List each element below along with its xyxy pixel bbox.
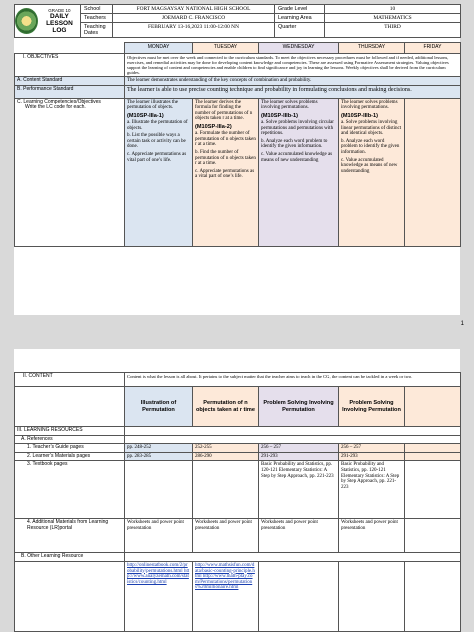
competency-item: b. Analyze each word problem to identify the given information. xyxy=(261,138,328,150)
lc-code: (M10SP-IIIa-2) xyxy=(195,123,232,130)
competency-wednesday xyxy=(259,98,339,246)
teachers-guide-label: 1. Teacher’s Guide pages xyxy=(15,444,125,453)
tb-thursday: Basic Probability and Statistics, pp. 120-121 Elementary Statistics: A Step by Step Approach, pp. 221-223 xyxy=(339,461,405,519)
am-monday: Worksheets and power point presentation xyxy=(125,519,193,553)
school-value: FORT MAGSAYSAY NATIONAL HIGH SCHOOL xyxy=(113,5,275,14)
quarter-value: THIRD xyxy=(325,23,461,38)
am-thursday: Worksheets and power point presentation xyxy=(339,519,405,553)
content-note: Content is what the lesson is all about. It pertains to the subject matter that the teacher aims to teach in the CG, the content can be tackled in a week or two. xyxy=(125,373,461,387)
grade-level-label: Grade Level xyxy=(275,5,325,14)
grade-label: GRADE 10 xyxy=(48,7,71,13)
resource-link-monday[interactable]: http://onlinestatbook.com/2/probability/permutations.html http://www.analyzemath.com/statistics/counting.html xyxy=(127,562,190,585)
am-tuesday: Worksheets and power point presentation xyxy=(193,519,259,553)
content-resources-table xyxy=(14,372,461,632)
competency-intro: The learner illustrates the permutation of objects. xyxy=(127,99,178,111)
lm-tuesday: 286-290 xyxy=(193,452,259,461)
lm-wednesday: 291-293 xyxy=(259,452,339,461)
learning-resources-label: III. LEARNING RESOURCES xyxy=(15,427,125,436)
resource-link-tuesday[interactable]: http://www.mathsisfun.com/data/basic-counting-principle.html http://www.math-play.com/Permutations/permutations%20millionaire.html xyxy=(195,562,255,591)
competency-friday xyxy=(405,98,461,246)
lesson-log-page-2 xyxy=(14,349,460,632)
references-label: A. References xyxy=(15,435,125,444)
competency-item: b. List the possible ways a certain task or activity can be done. xyxy=(127,133,186,150)
competency-item: a. Illustrate the permutation of objects. xyxy=(127,119,188,131)
objectives-text: Objectives must be met over the week and connected to the curriculum standards. To meet the objectives necessary procedures must be followed and if needed, additional lessons, exercises, and remedial activities may be done for developing content knowledge and competencies. These are assessed using Formative Assessment strategies. Valuing objectives support the learning of content and competencies and enable children to find significance and joy in learning the lessons. Weekly objectives shall be derived from the curriculum guides. xyxy=(125,53,461,76)
content-title-wednesday: Problem Solving Involving Permutation xyxy=(259,387,339,427)
page-number: 1 xyxy=(460,321,464,327)
content-title-tuesday: Permutation of n objects taken at r time xyxy=(193,387,259,427)
objectives-table xyxy=(14,42,461,246)
competency-tuesday xyxy=(193,98,259,246)
competency-item: c. Appreciate permutations as vital part of one’s life. xyxy=(127,151,187,163)
competencies-label: C. Learning Competencies/Objectives xyxy=(17,98,101,105)
quarter-label: Quarter xyxy=(275,23,325,38)
grade-level-value: 10 xyxy=(325,5,461,14)
competency-item: a. Solve problems involving linear permutations of distinct and identical objects. xyxy=(341,119,402,137)
content-title-monday: Illustration of Permutation xyxy=(125,387,193,427)
competency-intro: The learner solves problems involving permutations. xyxy=(341,99,398,111)
day-friday: FRIDAY xyxy=(405,43,461,54)
lm-monday: pp. 283-285 xyxy=(125,452,193,461)
header-table xyxy=(14,4,461,38)
tb-monday xyxy=(125,461,193,519)
competencies-sublabel: Write the LC code for each. xyxy=(25,104,86,111)
tg-wednesday: 256 – 257 xyxy=(259,444,339,453)
textbook-label: 3. Textbook pages xyxy=(15,461,125,519)
lesson-log-page-1 xyxy=(14,4,460,315)
content-standard-label: A. Content Standard xyxy=(15,76,125,85)
competency-item: a. Solve problems involving circular permutations and permutations with repetitions. xyxy=(261,119,334,137)
performance-standard-label: B. Performance Standard xyxy=(15,85,125,98)
tb-wednesday: Basic Probability and Statistics, pp. 120-121 Elementary Statistics: A Step by Step Approach, pp. 221-223 xyxy=(259,461,339,519)
competency-item: c. Value accumulated knowledge as means of new understanding xyxy=(261,151,333,163)
content-title-thursday: Problem Solving Involving Permutation xyxy=(339,387,405,427)
dll-title-line1: DAILY LESSON xyxy=(46,12,73,27)
learning-area-value: MATHEMATICS xyxy=(325,14,461,23)
day-wednesday: WEDNESDAY xyxy=(259,43,339,54)
performance-standard-text: The learner is able to use precise counting technique and probability in formulating conclusions and making decisions. xyxy=(125,85,461,98)
lc-code: (M10SP-IIIb-1) xyxy=(341,112,378,119)
competencies-label-cell xyxy=(15,98,125,246)
learning-area-label: Learning Area xyxy=(275,14,325,23)
tg-monday: pp. 248-252 xyxy=(125,444,193,453)
tg-thursday: 256 – 257 xyxy=(339,444,405,453)
dll-title-line2: LOG xyxy=(52,27,67,35)
content-label: II. CONTENT xyxy=(15,373,125,387)
tb-tuesday xyxy=(193,461,259,519)
logo-cell xyxy=(15,5,81,38)
competency-item: a. Formulate the number of permutation of n objects taken r at a time. xyxy=(195,131,256,148)
objectives-label: I. OBJECTIVES xyxy=(15,53,125,76)
competency-monday xyxy=(125,98,193,246)
competency-item: b. Find the number of permutation of n objects taken r at a time. xyxy=(195,149,256,167)
competency-item: c. Value accumulated knowledge as means of new understanding xyxy=(341,157,398,174)
lc-code: (M10SP-IIIa-1) xyxy=(127,112,164,119)
additional-materials-label: 4. Additional Materials from Learning Resource (LR)portal xyxy=(15,519,125,553)
competency-intro: The learner derives the formula for finding the number of permutations of n objects taken r at a time. xyxy=(195,99,253,122)
competency-item: c. Appreciate permutations as a vital part of one’s life. xyxy=(195,168,255,180)
competency-intro: The learner solves problems involving permutations. xyxy=(261,99,318,111)
competency-item: b. Analyze each word problem to identify the given information. xyxy=(341,138,400,155)
day-tuesday: TUESDAY xyxy=(193,43,259,54)
teaching-dates-value: FEBRUARY 13-16,2023 11:00-12:00 NN xyxy=(113,23,275,38)
lc-code: (M10SP-IIIb-1) xyxy=(261,112,298,119)
competency-thursday xyxy=(339,98,405,246)
tg-tuesday: 252-255 xyxy=(193,444,259,453)
lm-thursday: 291-293 xyxy=(339,452,405,461)
deped-seal-icon xyxy=(15,8,38,34)
am-wednesday: Worksheets and power point presentation xyxy=(259,519,339,553)
content-standard-text: The learner demonstrates understanding of the key concepts of combination and probability. xyxy=(125,76,461,85)
teaching-dates-label: Teaching Dates xyxy=(81,23,113,38)
teachers-label: Teachers xyxy=(81,14,113,23)
day-monday: MONDAY xyxy=(125,43,193,54)
day-thursday: THURSDAY xyxy=(339,43,405,54)
teachers-value: JOEMARD C. FRANCISCO xyxy=(113,14,275,23)
learners-materials-label: 2. Learner’s Materials pages xyxy=(15,452,125,461)
school-label: School xyxy=(81,5,113,14)
other-resources-label: B. Other Learning Resource xyxy=(15,553,125,562)
